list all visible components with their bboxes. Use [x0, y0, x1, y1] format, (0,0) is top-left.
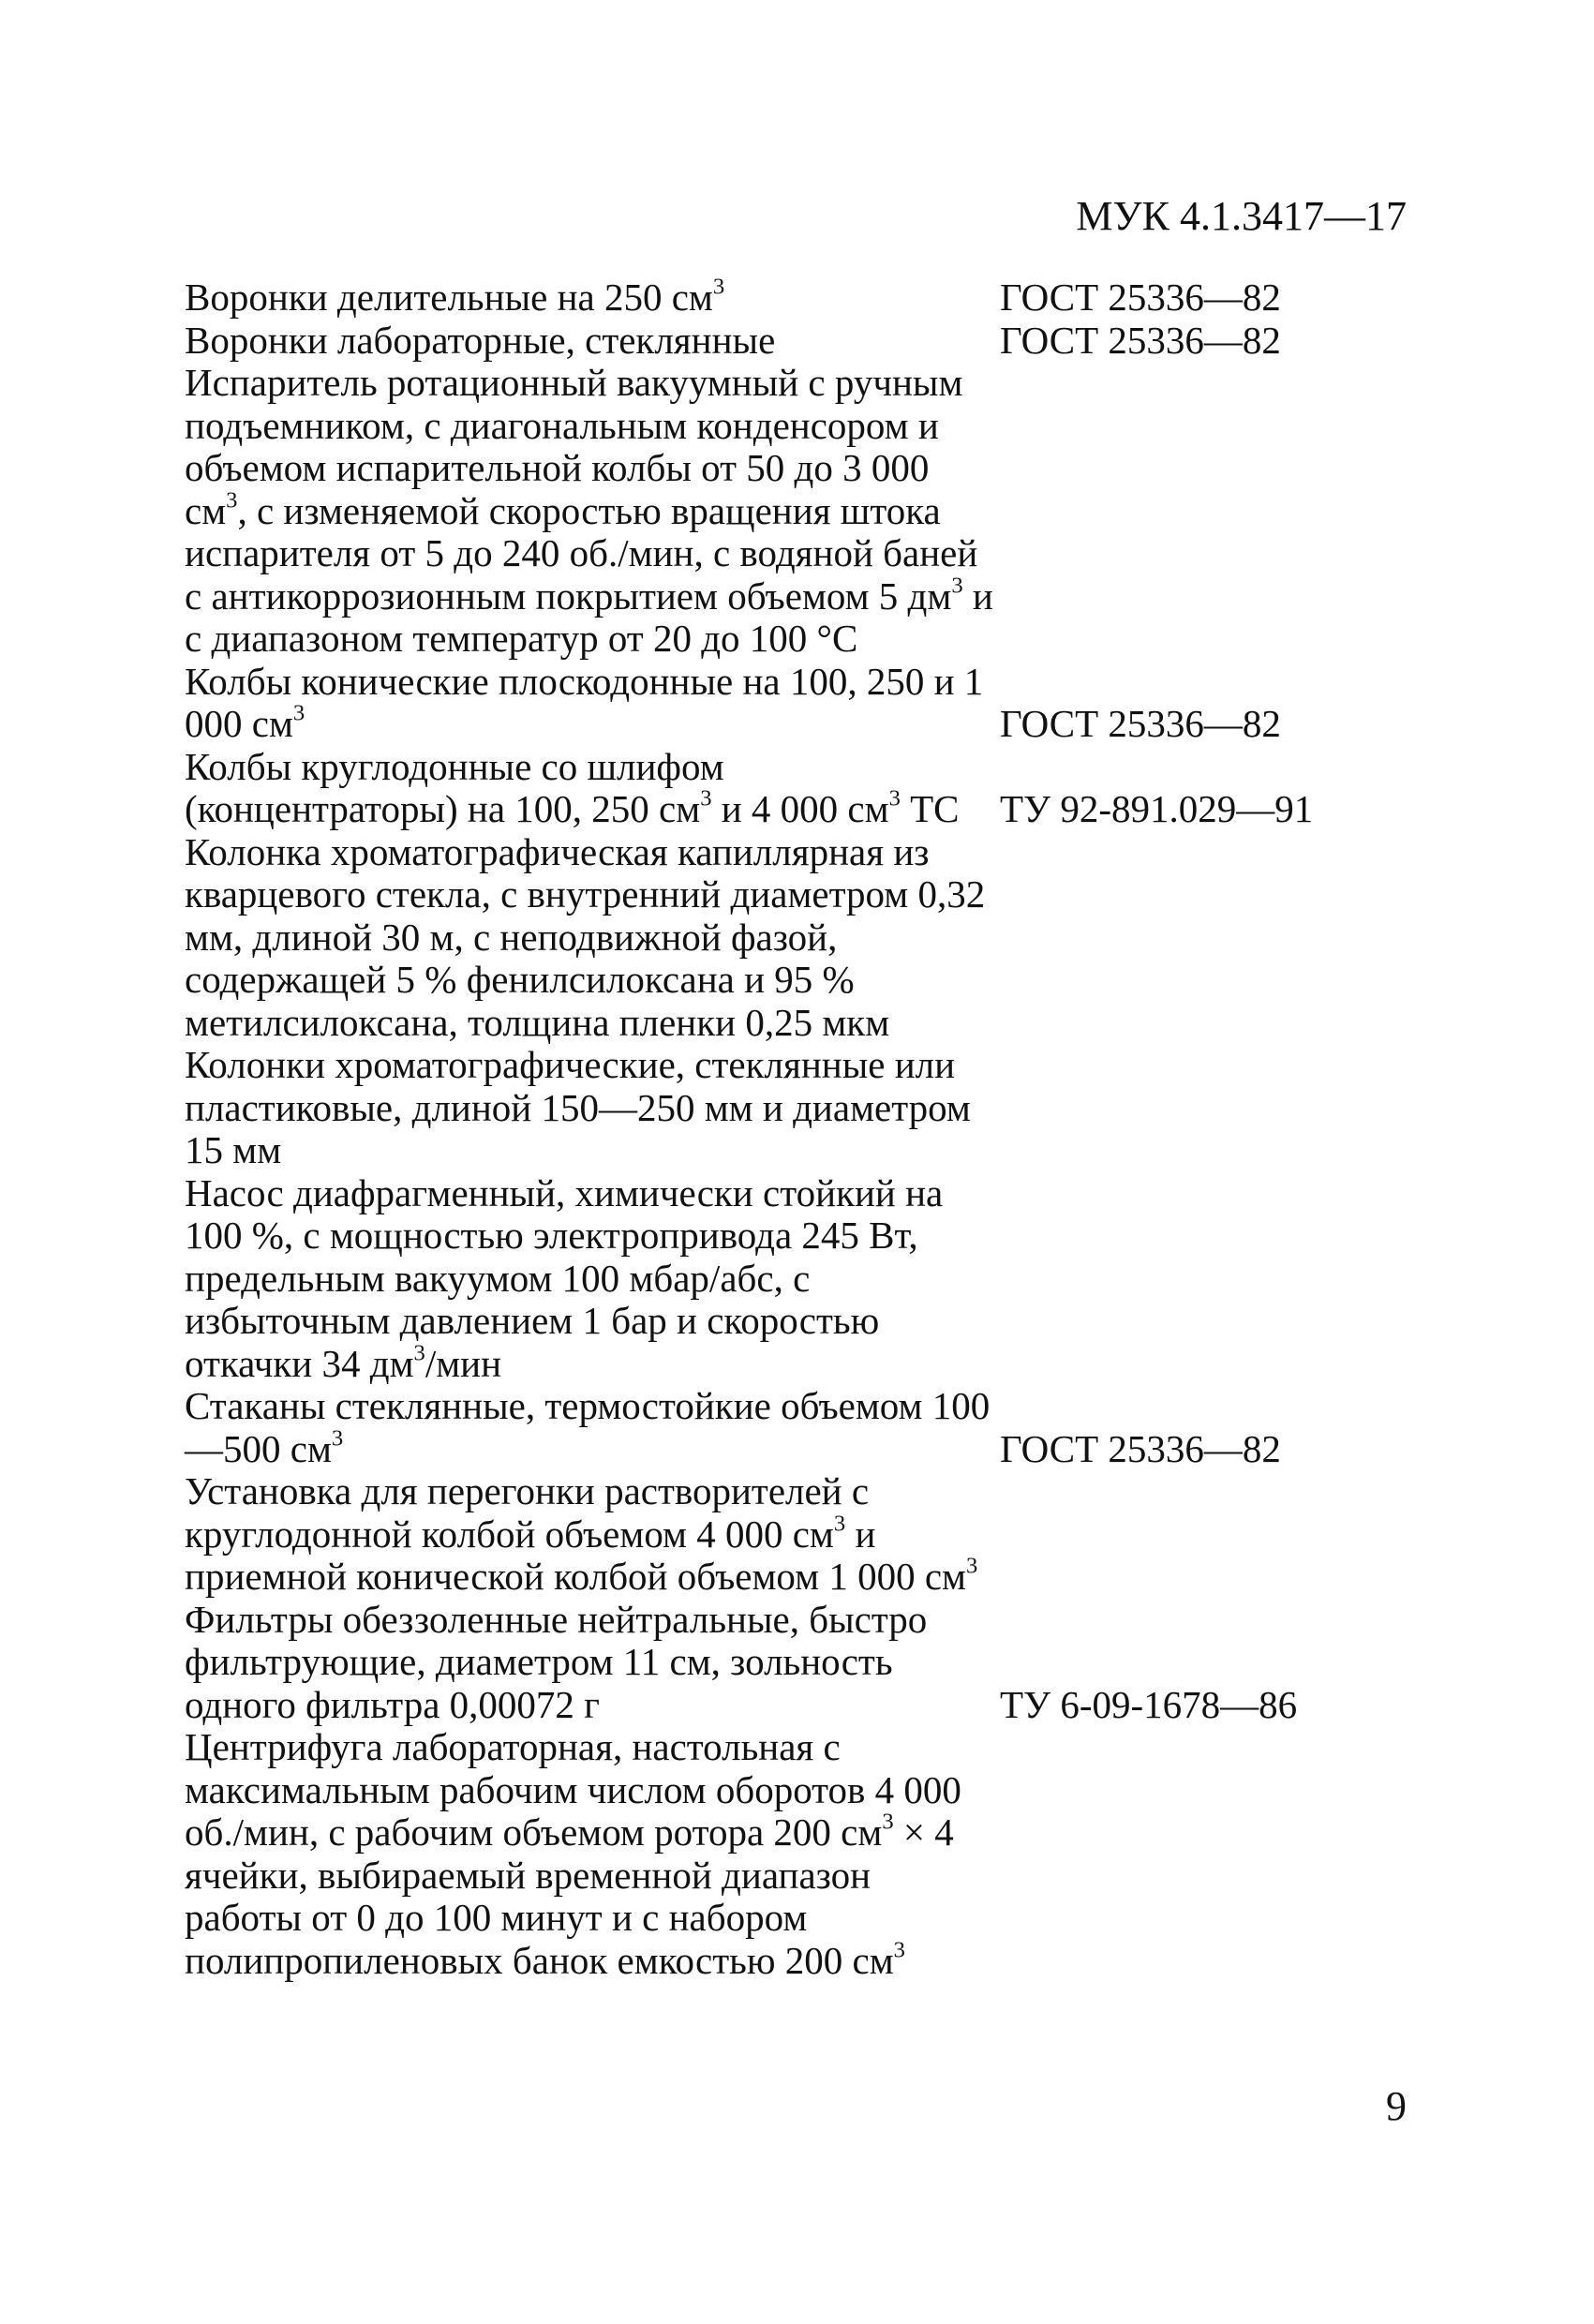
- list-item: [185, 1726, 1422, 1982]
- list-item: [185, 746, 1422, 831]
- list-item: [185, 1044, 1422, 1172]
- item-standard: ТУ 6-09-1678—86: [1000, 1682, 1298, 1726]
- list-item: [185, 320, 1422, 363]
- document-code: МУК 4.1.3417—17: [1076, 193, 1407, 239]
- item-name: Центрифуга лабораторная, настольная с максимальным рабочим числом оборотов 4 000 об./мин, с рабочим объемом ротора 200 $см^3 \times 4$ ячейки, выбираемый временной диапазон работы от 0 до 100 минут и с набором полипропиленовых банок емкостью 200 $см^3$: [185, 1725, 961, 1982]
- item-standard: ГОСТ 25336—82: [1000, 276, 1281, 319]
- item-name: Воронки делительные на 250 $см^3$: [185, 274, 725, 319]
- list-item: [185, 1599, 1422, 1727]
- item-standard: ТУ 92-891.029—91: [1000, 787, 1314, 830]
- item-name: Колонки хроматографические, стеклянные или пластиковые, длиной 150—250 мм и диаметром 15 мм: [185, 1043, 971, 1171]
- item-standard: ГОСТ 25336—82: [1000, 702, 1281, 745]
- list-item: [185, 661, 1422, 746]
- item-name: Стаканы стеклянные, термостойкие объемом 100—500 $см^3$: [185, 1384, 991, 1470]
- item-name: Колбы конические плоскодонные на 100, 250 и 1 000 $см^3$: [185, 659, 984, 745]
- equipment-list: [185, 276, 1422, 1982]
- list-item: [185, 831, 1422, 1045]
- list-item: [185, 362, 1422, 661]
- item-name: Колонка хроматографическая капиллярная из кварцевого стекла, с внутренний диаметром 0,32 мм, длиной 30 м, с неподвижной фазой, содержащей 5 % фенилсилоксана и 95 % метилсилоксана, толщина пленки 0,25 мкм: [185, 829, 986, 1044]
- list-item: [185, 1172, 1422, 1386]
- item-name: Установка для перегонки растворителей с круглодонной колбой объемом 4 000 $см^3$ и приемной конической колбой объемом 1 000 $см^3$: [185, 1469, 978, 1598]
- list-item: [185, 1385, 1422, 1470]
- list-item: [185, 1470, 1422, 1599]
- page-number: 9: [1386, 2083, 1407, 2129]
- list-item: [185, 276, 1422, 320]
- item-name: Колбы круглодонные со шлифом (концентраторы) на 100, 250 $см^3$ и 4 000 $см^3$ ТС: [185, 744, 960, 830]
- item-name: Насос диафрагменный, химически стойкий на 100 %, с мощностью электропривода 245 Вт, предельным вакуумом 100 мбар/абс, с избыточным давлением 1 бар и скоростью откачки 34 $дм^3$/мин: [185, 1170, 944, 1385]
- item-standard: ГОСТ 25336—82: [1000, 1426, 1281, 1470]
- item-standard: ГОСТ 25336—82: [1000, 318, 1281, 362]
- item-name: Испаритель ротационный вакуумный с ручным подъемником, с диагональным конденсором и объемом испарительной колбы от 50 до 3 000 $см^3$, с изменяемой скоростью вращения штока испарителя от 5 до 240 об./мин, с водяной баней с антикоррозионным покрытием объемом 5 $дм^3$ и с диапазоном температур от 20 до 100 °С: [185, 361, 993, 660]
- item-name: Воронки лабораторные, стеклянные: [185, 318, 776, 362]
- item-name: Фильтры обеззоленные нейтральные, быстро фильтрующие, диаметром 11 см, зольность одного фильтра 0,00072 г: [185, 1597, 928, 1726]
